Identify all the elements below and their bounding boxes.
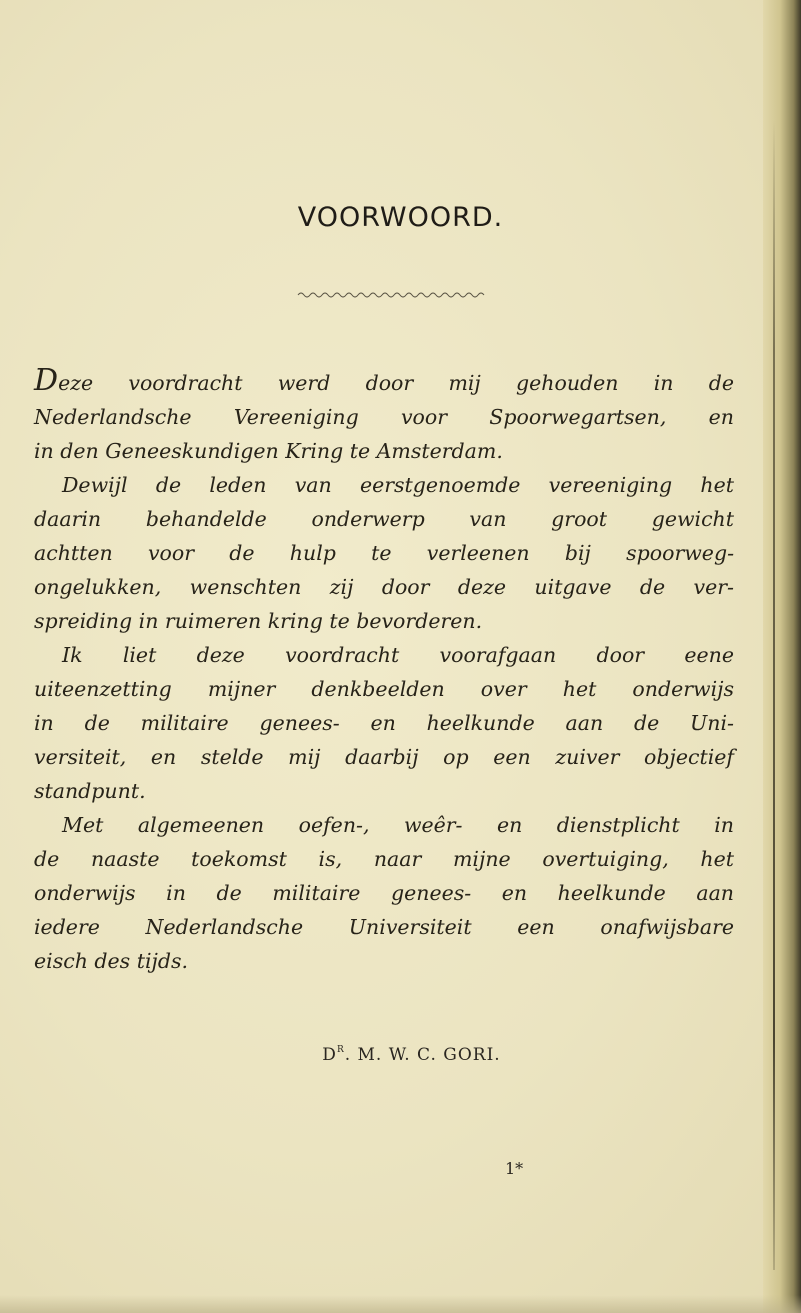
drop-cap: D [34, 363, 59, 398]
author-signature [0, 1045, 801, 1065]
text-line: Dewijl de leden van eerstgenoemde vereeniging het [62, 473, 734, 497]
text-line: de naaste toekomst is, naar mijne overtuiging, het [34, 847, 734, 871]
page-number: 1* [505, 1159, 524, 1178]
text-line: in den Geneeskundigen Kring te Amsterdam. [34, 439, 503, 463]
author-name: . M. W. C. GORI. [344, 1045, 501, 1065]
text-line: standpunt. [34, 779, 146, 803]
text-line: Met algemeenen oefen-, weêr- en dienstplicht in [62, 813, 734, 837]
text-line: Deze voordracht werd door mij gehouden in de [34, 363, 734, 398]
preface-text [34, 363, 734, 978]
text-line: achtten voor de hulp te verleenen bij spoorweg- [34, 541, 734, 565]
text-line: iedere Nederlandsche Universiteit een onafwijsbare [34, 915, 734, 939]
page-title: VOORWOORD. [297, 202, 504, 233]
text-line: Ik liet deze voordracht voorafgaan door eene [62, 643, 734, 667]
text-line: uiteenzetting mijner denkbeelden over het onderwijs [34, 677, 734, 701]
text-line: spreiding in ruimeren kring te bevorderen. [34, 609, 483, 633]
author-title-superscript: R [336, 1045, 345, 1055]
wavy-rule-ornament [296, 288, 486, 302]
author-title: D [322, 1045, 337, 1065]
text-line: daarin behandelde onderwerp van groot gewicht [34, 507, 734, 531]
text-line: eisch des tijds. [34, 949, 189, 973]
page-bottom-edge [0, 1295, 801, 1313]
book-spine-shadow [763, 0, 801, 1313]
text-line: Nederlandsche Vereeniging voor Spoorwegartsen, en [34, 405, 734, 429]
text-line: in de militaire genees- en heelkunde aan de Uni- [34, 711, 734, 735]
text-line: onderwijs in de militaire genees- en heelkunde aan [34, 881, 734, 905]
text-line: ongelukken, wenschten zij door deze uitgave de ver- [34, 575, 734, 599]
text-line: versiteit, en stelde mij daarbij op een zuiver objectief [34, 745, 734, 769]
spine-edge-line [773, 120, 775, 1270]
